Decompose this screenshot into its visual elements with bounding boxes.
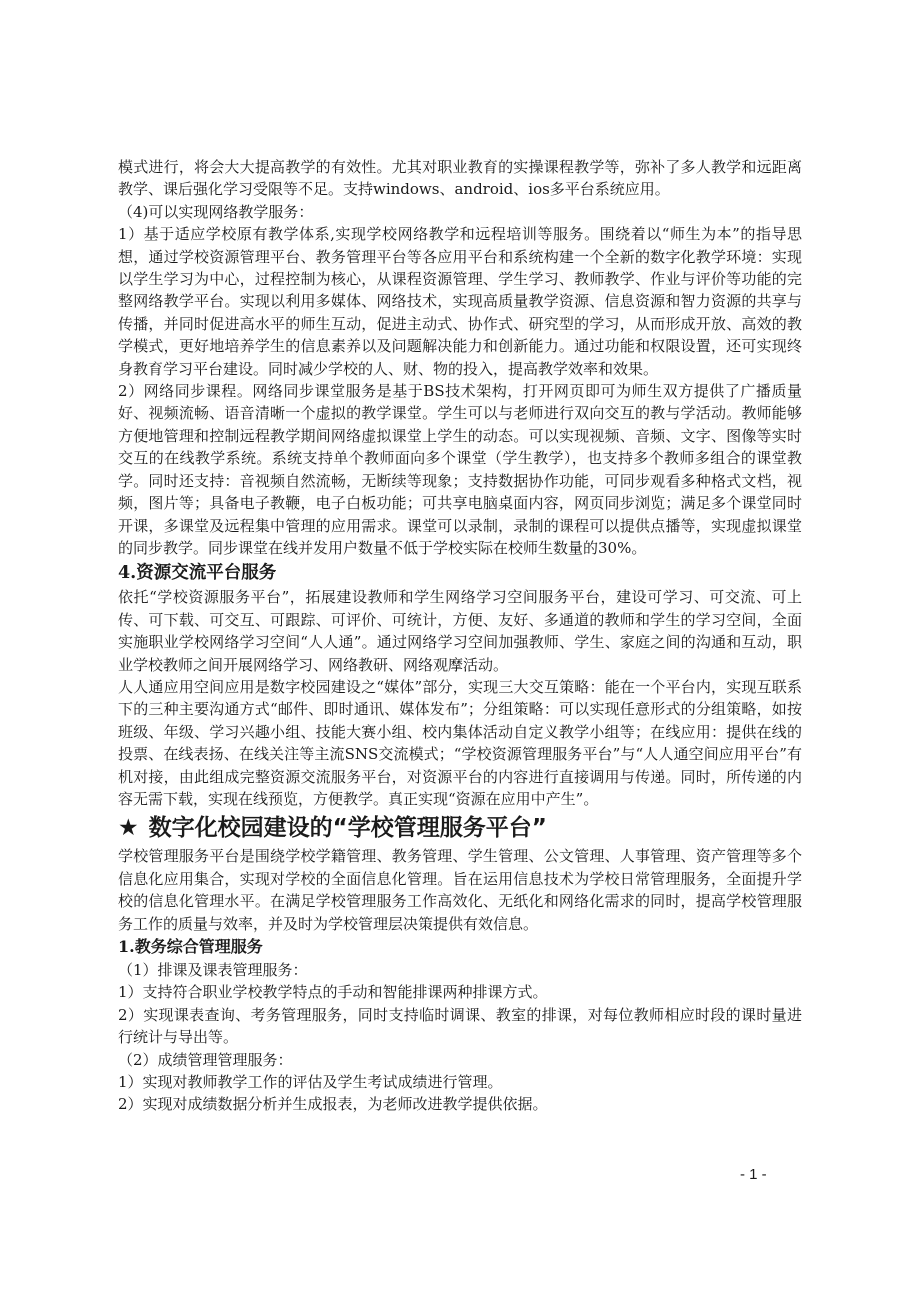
item-grades-2: 2）实现对成绩数据分析并生成报表，为老师改进教学提供依据。 <box>118 1095 548 1114</box>
paragraph-management-platform: 学校管理服务平台是围绕学校学籍管理、教务管理、学生管理、公文管理、人事管理、资产管理等多个信息化应用集合，实现对学校的全面信息化管理。旨在运用信息技术为学校日常管理服务，全面提升学校的信息化管理水平。在满足学校管理服务工作高效化、无纸化和网络化需求的同时，提高学校管理服务工作的质量与效率，并及时为学校管理层决策提供有效信息。 <box>118 847 802 933</box>
item-grades-heading: （2）成绩管理管理服务： <box>118 1050 293 1069</box>
item-grades-1: 1）实现对教师教学工作的评估及学生考试成绩进行管理。 <box>118 1073 503 1092</box>
chapter-heading <box>118 812 802 845</box>
item-4-heading: （4)可以实现网络教学服务： <box>118 202 314 221</box>
subheading-academic-affairs: 1.教务综合管理服务 <box>118 937 263 956</box>
section-heading-resource-exchange: 4.资源交流平台服务 <box>118 563 277 584</box>
paragraph-network-teaching: 1）基于适应学校原有教学体系,实现学校网络教学和远程培训等服务。围绕着以“师生为本”的指导思想，通过学校资源管理平台、教务管理平台等各应用平台和系统构建一个全新的数字化教学环境：实现以学生学习为中心，过程控制为核心，从课程资源管理、学生学习、教师教学、作业与评价等功能的完整网络教学平台。实现以利用多媒体、网络技术，实现高质量教学资源、信息资源和智力资源的共享与传播，并同时促进高水平的师生互动，促进主动式、协作式、研究型的学习，从而形成开放、高效的教学模式，更好地培养学生的信息素养以及问题解决能力和创新能力。通过功能和权限设置，还可实现终身教育学习平台建设。同时减少学校的人、财、物的投入，提高教学效率和效果。 <box>118 225 802 378</box>
item-scheduling-heading: （1）排课及课表管理服务： <box>118 961 308 979</box>
paragraph-renrentong: 人人通应用空间应用是数字校园建设之“媒体”部分，实现三大交互策略：能在一个平台内，实现互联系下的三种主要沟通方式“邮件、即时通讯、媒体发布”；分组策略：可以实现任意形式的分组策略，如按班级、年级、学习兴趣小组、技能大赛小组、校内集体活动自定义教学小组等；在线应用：提供在线的投票、在线表扬、在线关注等主流SNS交流模式；“学校资源管理服务平台”与“人人通空间应用平台”有机对接，由此组成完整资源交流服务平台，对资源平台的内容进行直接调用与传递。同时，所传递的内容无需下载，实现在线预览，方便教学。真正实现“资源在应用中产生”。 <box>118 677 802 808</box>
paragraph-resource-platform: 依托“学校资源服务平台”，拓展建设教师和学生网络学习空间服务平台，建设可学习、可交流、可上传、可下载、可交互、可跟踪、可评价、可统计，方便、友好、多通道的教师和学生的学习空间，全面实施职业学校网络学习空间“人人通”。通过网络学习空间加强教师、学生、家庭之间的沟通和互动，职业学校教师之间开展网络学习、网络教研、网络观摩活动。 <box>118 588 802 674</box>
chapter-heading-text: 数字化校园建设的“学校管理服务平台” <box>148 815 547 842</box>
document-body <box>118 156 802 1116</box>
paragraph-cont: 模式进行，将会大大提高教学的有效性。尤其对职业教育的实操课程教学等，弥补了多人教学和远距离教学、课后强化学习受限等不足。支持windows、android、ios多平台系统应用。 <box>118 158 802 199</box>
star-icon: ★ <box>118 815 139 842</box>
page-number: - 1 - <box>740 1166 767 1183</box>
item-scheduling-2: 2）实现课表查询、考务管理服务，同时支持临时调课、教室的排课，对每位教师相应时段的课时量进行统计与导出等。 <box>118 1005 802 1047</box>
item-scheduling-1: 1）支持符合职业学校教学特点的手动和智能排课两种排课方式。 <box>118 983 548 1002</box>
paragraph-sync-course: 2）网络同步课程。网络同步课堂服务是基于BS技术架构，打开网页即可为师生双方提供了广播质量好、视频流畅、语音清晰一个虚拟的教学课堂。学生可以与老师进行双向交互的教与学活动。教师能够方便地管理和控制远程教学期间网络虚拟课堂上学生的动态。可以实现视频、音频、文字、图像等实时交互的在线教学系统。系统支持单个教师面向多个课堂（学生教学），也支持多个教师多组合的课堂教学。同时还支持：音视频自然流畅，无断续等现象；支持数据协作功能，可同步观看多种格式文档，视频，图片等；具备电子教鞭，电子白板功能；可共享电脑桌面内容，网页同步浏览；满足多个课堂同时开课，多课堂及远程集中管理的应用需求。课堂可以录制，录制的课程可以提供点播等，实现虚拟课堂的同步教学。同步课堂在线并发用户数量不低于学校实际在校师生数量的30%。 <box>118 382 802 557</box>
